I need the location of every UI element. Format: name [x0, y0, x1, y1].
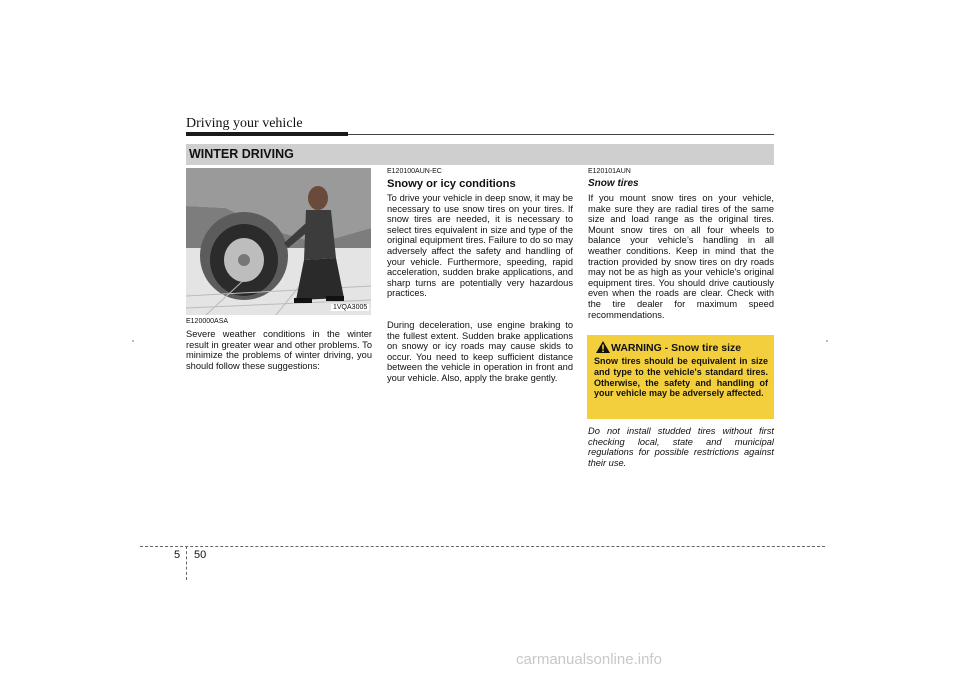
header-title: Driving your vehicle [186, 116, 303, 131]
col3-note: Do not install studded tires without first checking local, state and municipal regulations for possible restrictions against their use. [588, 426, 774, 468]
col2-text-2: During deceleration, use engine braking to the fullest extent. Sudden brake applications on snowy or icy roads may cause skids to occur. You need to keep sufficient distance between the vehicle in operation in front and your vehicle. Also, apply the brake gently. [387, 320, 573, 383]
footer-rule [140, 546, 825, 547]
warning-text: Snow tires should be equivalent in size and type to the vehicle's standard tires. Otherwise, the safety and handling of your vehicle may be adversely affected. [594, 356, 768, 399]
warning-title: WARNING - Snow tire size [611, 342, 742, 354]
page-number: 50 [194, 549, 207, 561]
footer-divider [186, 546, 187, 580]
col3-code: E120101AUN [588, 168, 631, 175]
header-rule-thick [186, 132, 348, 136]
warning-triangle-icon [596, 341, 610, 353]
col2-text: To drive your vehicle in deep snow, it may be necessary to use snow tires on your tires. If snow tires are needed, it is necessary to select tires equivalent in size and type of the original equipment tires. Failure to do so may adversely affect the safety and handling of your vehicle. Furthermore, speeding, rapid acceleration, sudden brake applications, and sharp turns are potentially very hazardous practices. [387, 193, 573, 299]
col3-subheading: Snow tires [588, 178, 639, 189]
margin-tick-left [132, 340, 134, 342]
header-rule-thin [348, 134, 774, 135]
col2-code: E120100AUN-EC [387, 168, 442, 175]
col1-code: E120000ASA [186, 318, 229, 325]
figure-code: 1VQA3005 [333, 304, 368, 311]
tire-check-illustration [186, 168, 371, 315]
section-title: WINTER DRIVING [189, 147, 294, 161]
margin-tick-right [826, 340, 828, 342]
col2-heading: Snowy or icy conditions [387, 178, 516, 190]
watermark: carmanualsonline.info [516, 651, 662, 668]
chapter-number: 5 [174, 549, 181, 561]
tire-check-photo [186, 168, 371, 315]
col1-text: Severe weather conditions in the winter result in greater wear and other problems. To minimize the problems of winter driving, you should follow these suggestions: [186, 329, 372, 371]
col3-text: If you mount snow tires on your vehicle, make sure they are radial tires of the same size and load range as the original tires. Mount snow tires on all four wheels to balance your vehicle’s handling in all weather conditions. Keep in mind that the traction provided by snow tires on dry roads may not be as high as your vehicle's original equipment tires. You should drive cautiously even when the roads are clear. Check with the tire dealer for maximum speed recommendations. [588, 193, 774, 320]
